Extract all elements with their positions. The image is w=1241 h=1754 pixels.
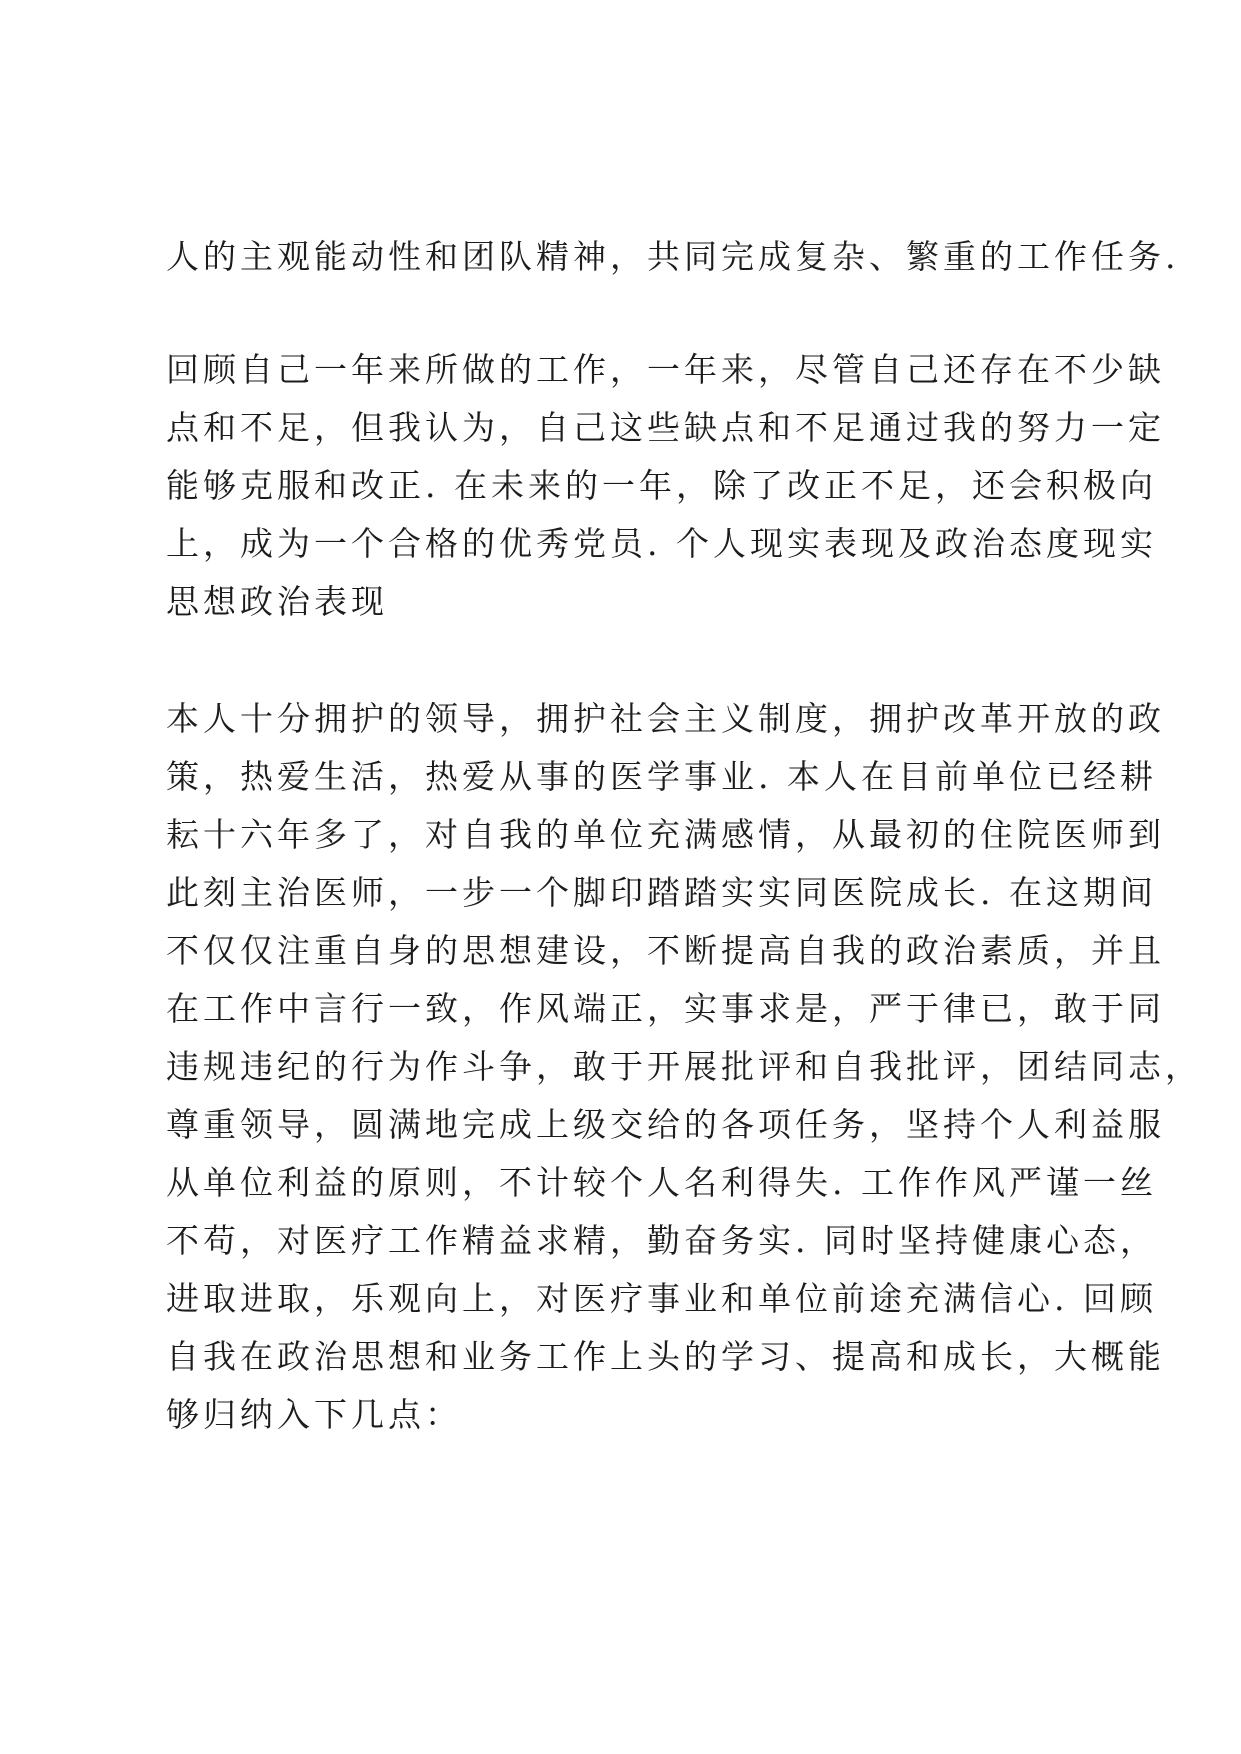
text-line: 耘十六年多了，对自我的单位充满感情，从最初的住院医师到 — [166, 815, 1165, 854]
text-line: 尊重领导，圆满地完成上级交给的各项任务，坚持个人利益服 — [166, 1105, 1165, 1144]
text-line: 能够克服和改正. 在未来的一年，除了改正不足，还会积极向 — [166, 466, 1157, 505]
text-line: 够归纳入下几点： — [166, 1395, 462, 1434]
text-line: 本人十分拥护的领导，拥护社会主义制度，拥护改革开放的政 — [166, 699, 1165, 738]
text-line: 在工作中言行一致，作风端正，实事求是，严于律已，敢于同 — [166, 989, 1165, 1028]
text-line: 从单位利益的原则，不计较个人名利得失. 工作作风严谨一丝 — [166, 1163, 1157, 1202]
text-line: 回顾自己一年来所做的工作，一年来，尽管自己还存在不少缺 — [166, 350, 1165, 389]
paragraph-3 — [166, 690, 1202, 1444]
paragraph-2 — [166, 341, 1165, 631]
text-line: 思想政治表现 — [166, 582, 388, 621]
text-line: 进取进取，乐观向上，对医疗事业和单位前途充满信心. 回顾 — [166, 1279, 1157, 1318]
text-line: 不苟，对医疗工作精益求精，勤奋务实. 同时坚持健康心态， — [166, 1221, 1157, 1260]
text-line: 人的主观能动性和团队精神，共同完成复杂、繁重的工作任务. — [166, 237, 1180, 276]
text-line: 违规违纪的行为作斗争，敢于开展批评和自我批评，团结同志， — [166, 1047, 1202, 1086]
paragraph-1 — [166, 228, 1180, 286]
text-line: 自我在政治思想和业务工作上头的学习、提高和成长，大概能 — [166, 1337, 1165, 1376]
text-line: 策，热爱生活，热爱从事的医学事业. 本人在目前单位已经耕 — [166, 757, 1157, 796]
text-line: 不仅仅注重自身的思想建设，不断提高自我的政治素质，并且 — [166, 931, 1165, 970]
text-line: 上，成为一个合格的优秀党员. 个人现实表现及政治态度现实 — [166, 524, 1157, 563]
text-line: 点和不足，但我认为，自己这些缺点和不足通过我的努力一定 — [166, 408, 1165, 447]
text-line: 此刻主治医师，一步一个脚印踏踏实实同医院成长. 在这期间 — [166, 873, 1157, 912]
